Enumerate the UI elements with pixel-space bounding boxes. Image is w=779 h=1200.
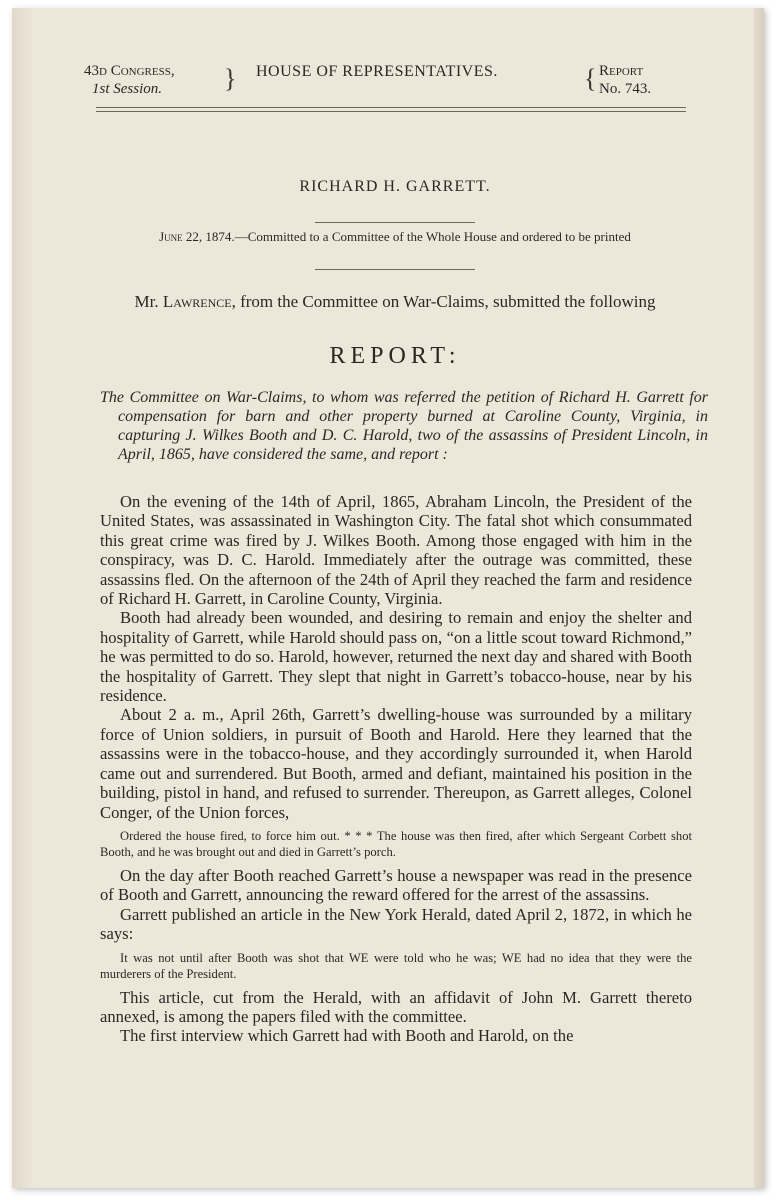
document-header (84, 62, 684, 102)
committal-rule (315, 269, 475, 270)
document-title: RICHARD H. GARRETT. (299, 178, 491, 195)
header-rule-top (96, 107, 686, 108)
brace-right: { (584, 64, 597, 93)
submitter-prefix: Mr. (134, 292, 159, 311)
submitter-text: , from the Committee on War-Claims, submitted the following (231, 292, 656, 311)
page-edge-shadow (12, 8, 34, 1188)
brace-left: } (224, 64, 237, 93)
body-paragraph: Booth had already been wounded, and desiring to remain and enjoy the shelter and hospitality of Garrett, while Harold should pass on, “on a little scout toward Richmond,” he was permitted to do so. Harold, however, returned the next day and shared with Booth the hospitality of Garrett. They slept that night in Garrett’s tobacco-house, near by his residence. (100, 608, 692, 706)
intro-paragraph: The Committee on War-Claims, to whom was referred the petition of Richard H. Garrett for compensation for barn and other property burned at Caroline County, Virginia, in capturing J. Wilkes Booth and D. C. Harold, two of the assassins of President Lincoln, in April, 1865, have considered the same, and report : (100, 389, 708, 463)
committal-line (100, 229, 690, 245)
report-label: Report (599, 63, 644, 79)
congress-session (84, 62, 175, 98)
body-paragraph: On the day after Booth reached Garrett’s house a newspaper was read in the presence of Booth and Garrett, announcing the reward offered for the arrest of the assassins. (100, 865, 692, 905)
body-paragraph: Garrett published an article in the New York Herald, dated April 2, 1872, in which he says: (100, 904, 692, 944)
report-body (100, 492, 692, 1046)
report-heading: REPORT: (329, 343, 461, 369)
report-number (599, 62, 651, 98)
submitter-name: Lawrence (162, 292, 232, 311)
report-no: No. 743. (599, 81, 652, 97)
committal-text: —Committed to a Committee of the Whole House and ordered to be printed (234, 229, 631, 244)
house-label: HOUSE OF REPRESENTATIVES. (256, 63, 498, 80)
page-right-edge (754, 8, 764, 1188)
body-paragraph: This article, cut from the Herald, with an affidavit of John M. Garrett thereto annexed, is among the papers filed with the committee. (100, 987, 692, 1026)
body-paragraph: The first interview which Garrett had with Booth and Harold, on the (120, 1026, 574, 1046)
body-paragraph: On the evening of the 14th of April, 1865, Abraham Lincoln, the President of the United States, was assassinated in Washington City. The fatal shot which consummated this great crime was fired by J. Wilkes Booth. Among those engaged with him in the conspiracy, was D. C. Harold. Immediately after the outrage was committed, these assassins fled. On the afternoon of the 24th of April they reached the farm and residence of Richard H. Garrett, in Caroline County, Virginia. (100, 492, 692, 609)
body-paragraph: About 2 a. m., April 26th, Garrett’s dwelling-house was surrounded by a military force of Union soldiers, in pursuit of Booth and Harold. Here they learned that the assassins were in the tobacco-house, and they accordingly surrounded it, when Harold came out and surrendered. But Booth, armed and defiant, maintained his position in the building, pistol in hand, and refused to surrender. Thereupon, as Garrett alleges, Colonel Conger, of the Union forces, (100, 705, 692, 822)
header-rule-bottom (96, 111, 686, 112)
quoted-passage: Ordered the house fired, to force him out. * * * The house was then fired, after which Sergeant Corbett shot Booth, and he was brought out and died in Garrett’s porch. (100, 828, 692, 859)
committal-date: June 22, 1874. (159, 229, 235, 244)
title-rule (315, 222, 475, 223)
congress-label: 43d Congress, (84, 63, 175, 79)
session-label: 1st Session. (92, 81, 163, 97)
quoted-passage: It was not until after Booth was shot that WE were told who he was; WE had no idea that they were the murderers of the President. (100, 950, 692, 981)
submitter-line (100, 292, 690, 312)
